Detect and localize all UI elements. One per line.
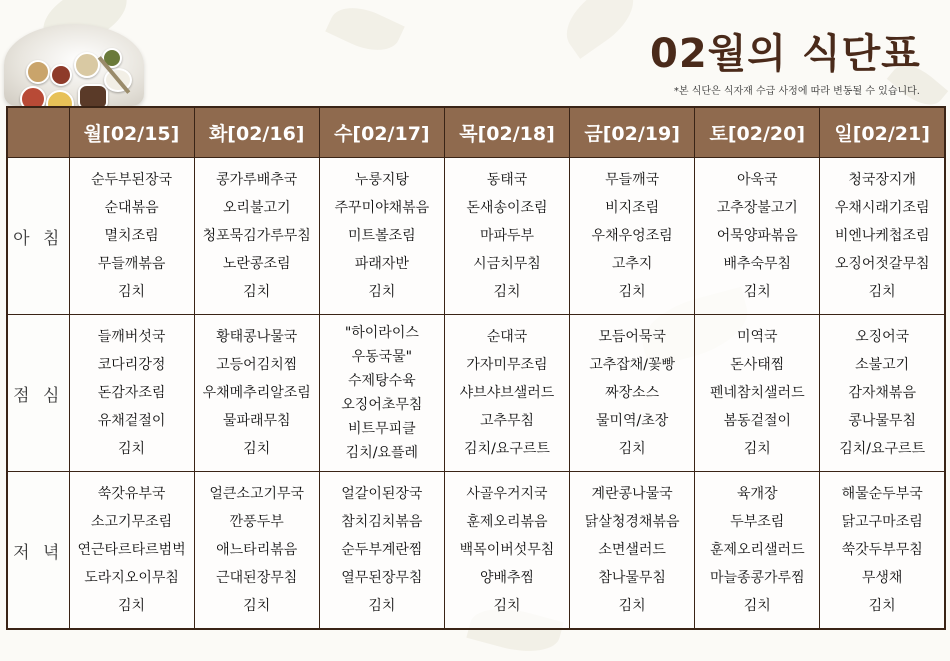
menu-item: 순대볶음 <box>104 200 159 216</box>
menu-item: 두부조림 <box>730 514 785 530</box>
menu-cell <box>444 158 569 315</box>
menu-item: 훈제오리볶음 <box>466 514 548 530</box>
menu-item: 계란콩나물국 <box>591 486 673 502</box>
menu-item: 콩가루배추국 <box>216 172 298 188</box>
menu-item: 김치 <box>243 598 271 614</box>
menu-item: 모듬어묵국 <box>598 329 666 345</box>
menu-cell <box>194 158 319 315</box>
menu-item: 양배추찜 <box>479 570 535 586</box>
menu-item: 비트무피클 <box>348 421 416 437</box>
corner-cell <box>7 107 69 158</box>
menu-item: 참나물무침 <box>598 570 666 586</box>
menu-item: 김치 <box>868 598 896 614</box>
menu-cell <box>194 472 319 630</box>
menu-item: 무생채 <box>861 570 903 586</box>
menu-item: 김치 <box>118 441 146 457</box>
menu-item: 고추잡채/꽃빵 <box>589 357 676 373</box>
menu-item: 물파래무침 <box>222 413 291 429</box>
menu-item: 백목이버섯무침 <box>459 542 555 558</box>
menu-item: 미트볼조림 <box>348 228 416 244</box>
meal-label: 저 녁 <box>7 472 69 630</box>
menu-cell <box>695 158 820 315</box>
menu-item: 들깨버섯국 <box>97 329 166 345</box>
menu-item: 도라지오이무침 <box>84 570 179 586</box>
menu-item: 얼큰소고기무국 <box>209 486 305 502</box>
menu-item: 돈사태찜 <box>730 357 785 373</box>
menu-item: 쑥갓두부무침 <box>841 542 923 558</box>
menu-item: 소불고기 <box>855 357 910 373</box>
meal-row <box>7 158 945 315</box>
menu-item: 김치 <box>618 441 646 457</box>
menu-table <box>6 106 946 630</box>
menu-cell <box>820 158 945 315</box>
menu-item: 닭고구마조림 <box>841 514 923 530</box>
menu-cell <box>319 158 444 315</box>
menu-item: 훈제오리샐러드 <box>709 542 805 558</box>
menu-cell <box>695 315 820 472</box>
day-header: 수[02/17] <box>319 107 444 158</box>
menu-item: 청포묵김가루무침 <box>202 228 311 244</box>
menu-cell <box>820 472 945 630</box>
meal-row <box>7 315 945 472</box>
menu-item: 파래자반 <box>354 256 409 272</box>
menu-item: 김치 <box>118 598 146 614</box>
menu-item: 깐풍두부 <box>229 514 284 530</box>
menu-item: 청국장지개 <box>848 172 916 188</box>
menu-item: 김치 <box>493 284 521 300</box>
meal-label: 점 심 <box>7 315 69 472</box>
menu-item: 펜네참치샐러드 <box>709 385 805 401</box>
menu-item: 순두부계란찜 <box>341 542 423 558</box>
menu-item: 김치/요구르트 <box>464 441 550 457</box>
menu-item: 오징어국 <box>855 329 910 345</box>
menu-item: 우채우엉조림 <box>591 228 673 244</box>
meal-row <box>7 472 945 630</box>
menu-cell <box>194 315 319 472</box>
page-title: 02월의 식단표 <box>650 31 921 77</box>
menu-item: 오리불고기 <box>222 200 291 216</box>
menu-cell <box>570 472 695 630</box>
menu-item: 우채메추리알조림 <box>202 385 311 401</box>
menu-item: 김치 <box>868 284 896 300</box>
menu-item: 물미역/초장 <box>595 413 669 429</box>
menu-item: 고등어김치찜 <box>216 357 298 373</box>
meal-label: 아 침 <box>7 158 69 315</box>
menu-item: 수제탕수육 <box>348 373 416 389</box>
menu-item: 김치 <box>743 284 771 300</box>
menu-item: 마파두부 <box>479 228 535 244</box>
menu-item: 소고기무조림 <box>90 514 173 530</box>
food-plate-image <box>4 24 144 106</box>
menu-item: 참치김치볶음 <box>341 514 423 530</box>
menu-item: 동태국 <box>486 172 528 188</box>
menu-item: 김치 <box>243 284 271 300</box>
menu-cell <box>69 472 194 630</box>
menu-item: 오징어젓갈무침 <box>834 256 930 272</box>
notice-text: *본 식단은 식자재 수급 사정에 따라 변동될 수 있습니다. <box>673 86 920 97</box>
menu-item: 소면샐러드 <box>598 542 666 558</box>
menu-item: 짜장소스 <box>605 385 660 401</box>
menu-item: 열무된장무침 <box>341 570 423 586</box>
menu-item: 마늘종콩가루찜 <box>709 570 805 586</box>
menu-item: 김치 <box>493 598 521 614</box>
menu-cell <box>319 315 444 472</box>
menu-item: 김치 <box>118 284 146 300</box>
menu-item: 우채시래기조림 <box>834 200 930 216</box>
menu-item: 어묵양파볶음 <box>716 228 798 244</box>
menu-cell <box>444 315 569 472</box>
menu-item: 비엔나케첩조림 <box>834 228 930 244</box>
menu-item: 우동국물" <box>351 349 413 365</box>
menu-item: 황태콩나물국 <box>216 329 298 345</box>
menu-cell <box>444 472 569 630</box>
menu-item: 멸치조림 <box>104 228 159 244</box>
menu-item: 돈새송이조림 <box>466 200 548 216</box>
leaf-decoration <box>554 0 645 59</box>
menu-item: 쑥갓유부국 <box>97 486 166 502</box>
menu-item: 김치 <box>368 598 396 614</box>
menu-cell <box>319 472 444 630</box>
menu-item: 김치 <box>368 284 396 300</box>
menu-item: 육개장 <box>736 486 778 502</box>
day-header: 일[02/21] <box>820 107 945 158</box>
menu-item: 미역국 <box>736 329 778 345</box>
menu-item: 고추지 <box>611 256 653 272</box>
menu-item: "하이라이스 <box>344 325 419 341</box>
menu-item: 김치 <box>743 598 771 614</box>
menu-cell <box>570 158 695 315</box>
day-header: 목[02/18] <box>444 107 569 158</box>
menu-item: 김치 <box>618 284 646 300</box>
menu-item: 사골우거지국 <box>466 486 548 502</box>
menu-item: 김치 <box>243 441 271 457</box>
menu-item: 콩나물무침 <box>848 413 916 429</box>
menu-cell <box>69 315 194 472</box>
menu-item: 고추무침 <box>479 413 535 429</box>
menu-cell <box>570 315 695 472</box>
menu-item: 무들깨국 <box>605 172 660 188</box>
menu-item: 누룽지탕 <box>354 172 409 188</box>
menu-cell <box>695 472 820 630</box>
menu-item: 순대국 <box>486 329 528 345</box>
menu-item: 가자미무조림 <box>466 357 548 373</box>
menu-item: 연근타르타르범벅 <box>77 542 186 558</box>
leaf-decoration <box>325 0 405 61</box>
menu-item: 비지조림 <box>605 200 660 216</box>
menu-cell <box>820 315 945 472</box>
menu-item: 김치/요구르트 <box>839 441 926 457</box>
menu-cell <box>69 158 194 315</box>
menu-item: 애느타리볶음 <box>216 542 298 558</box>
menu-item: 유채겉절이 <box>97 413 166 429</box>
menu-item: 샤브샤브샐러드 <box>459 385 555 401</box>
menu-item: 고추장불고기 <box>716 200 798 216</box>
day-header: 월[02/15] <box>69 107 194 158</box>
day-header: 화[02/16] <box>194 107 319 158</box>
menu-item: 김치/요플레 <box>345 445 419 461</box>
menu-item: 배추숙무침 <box>723 256 792 272</box>
menu-item: 오징어초무침 <box>341 397 423 413</box>
menu-item: 김치 <box>618 598 646 614</box>
menu-item: 근대된장무침 <box>216 570 298 586</box>
menu-item: 김치 <box>743 441 771 457</box>
header-row <box>7 107 945 158</box>
day-header: 금[02/19] <box>570 107 695 158</box>
day-header: 토[02/20] <box>695 107 820 158</box>
menu-item: 닭살청경채볶음 <box>584 514 680 530</box>
menu-item: 돈감자조림 <box>97 385 166 401</box>
menu-item: 봄동겉절이 <box>723 413 792 429</box>
menu-item: 코다리강정 <box>97 357 166 373</box>
menu-item: 감자채볶음 <box>848 385 916 401</box>
menu-item: 시금치무침 <box>473 256 541 272</box>
menu-item: 얼갈이된장국 <box>341 486 423 502</box>
menu-item: 순두부된장국 <box>90 172 173 188</box>
menu-item: 아욱국 <box>736 172 778 188</box>
menu-item: 주꾸미야채볶음 <box>334 200 430 216</box>
menu-item: 무들깨볶음 <box>97 256 166 272</box>
menu-item: 해물순두부국 <box>841 486 923 502</box>
menu-item: 노란콩조림 <box>222 256 291 272</box>
